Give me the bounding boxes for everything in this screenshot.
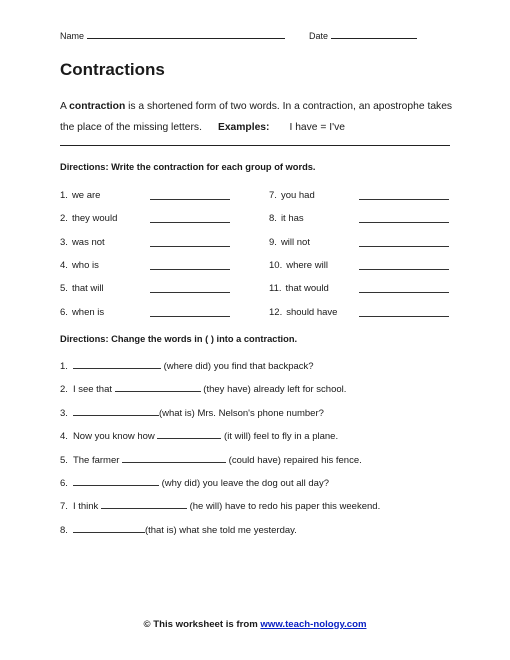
answer-blank[interactable]	[150, 199, 230, 200]
sentence-number: 3.	[60, 407, 68, 419]
item-words: when is	[71, 306, 105, 318]
sentence-text-before: I see that	[72, 384, 115, 396]
sentence-number: 1.	[60, 361, 68, 372]
item-words: where will	[286, 259, 328, 271]
sentence-text-after: (why did) you leave the dog out all day?	[158, 478, 329, 489]
sentence-item	[60, 359, 314, 372]
item-words: should have	[286, 306, 338, 318]
sentence-item	[60, 406, 324, 419]
list-item	[269, 283, 329, 294]
answer-blank[interactable]	[150, 222, 230, 223]
page-title: Contractions	[60, 60, 165, 79]
item-words: you had	[280, 190, 315, 201]
footer-link[interactable]: www.teach-nology.com	[260, 619, 367, 630]
sentence-text-after: (that is) what she told me yesterday.	[144, 524, 297, 536]
item-number: 11.	[269, 283, 282, 295]
item-words: who is	[71, 259, 99, 271]
item-number: 4.	[60, 259, 68, 271]
item-number: 1.	[60, 190, 68, 201]
answer-blank[interactable]	[359, 199, 449, 200]
name-label: Name	[60, 31, 85, 41]
item-number: 8.	[269, 213, 277, 225]
answer-blank[interactable]	[115, 382, 201, 392]
list-item	[269, 213, 304, 224]
item-number: 12.	[269, 306, 283, 318]
directions-section-1: Directions: Write the contraction for each group of words.	[60, 162, 316, 172]
item-words: was not	[71, 236, 105, 248]
example-text: I have = I've	[289, 122, 345, 133]
footer	[0, 619, 510, 630]
answer-blank[interactable]	[359, 316, 449, 317]
sentence-number: 8.	[60, 524, 68, 536]
answer-blank[interactable]	[150, 292, 230, 293]
sentence-number: 7.	[60, 501, 68, 513]
list-item	[60, 213, 117, 224]
answer-blank[interactable]	[73, 359, 161, 369]
item-words: it has	[280, 213, 304, 225]
sentence-text-after: (what is) Mrs. Nelson's phone number?	[158, 407, 324, 419]
sentence-text-before: The farmer	[72, 454, 123, 466]
sentence-text-after: (could have) repaired his fence.	[226, 454, 362, 466]
sentence-text-after: (where did) you find that backpack?	[160, 361, 314, 372]
footer-text: © This worksheet is from	[143, 619, 261, 630]
sentence-item	[60, 523, 297, 536]
header-row	[60, 29, 329, 41]
sentence-item	[60, 429, 338, 442]
answer-blank[interactable]	[122, 453, 226, 463]
sentence-number: 5.	[60, 454, 68, 466]
list-item	[60, 260, 99, 271]
sentence-text-after: (it will) feel to fly in a plane.	[221, 431, 339, 443]
answer-blank[interactable]	[73, 523, 145, 533]
sentence-number: 6.	[60, 478, 68, 489]
intro-paragraph	[60, 96, 460, 138]
answer-blank[interactable]	[359, 222, 449, 223]
list-item	[60, 190, 100, 201]
answer-blank[interactable]	[150, 316, 230, 317]
item-number: 7.	[269, 190, 277, 201]
sentence-item	[60, 382, 346, 395]
answer-blank[interactable]	[359, 292, 449, 293]
list-item	[60, 283, 104, 294]
list-item	[269, 260, 328, 271]
list-item	[60, 307, 104, 318]
item-words: we are	[71, 190, 101, 201]
answer-blank[interactable]	[157, 429, 221, 439]
sentence-number: 2.	[60, 384, 68, 396]
item-number: 3.	[60, 236, 68, 248]
answer-blank[interactable]	[359, 246, 449, 247]
item-number: 2.	[60, 213, 68, 225]
intro-text-start: A	[60, 101, 70, 112]
item-words: that would	[285, 283, 329, 295]
answer-blank[interactable]	[150, 269, 230, 270]
answer-blank[interactable]	[359, 269, 449, 270]
item-number: 5.	[60, 283, 68, 295]
sentence-text-before: I think	[72, 501, 101, 513]
item-number: 6.	[60, 306, 68, 318]
item-words: they would	[71, 213, 118, 225]
list-item	[269, 237, 310, 248]
sentence-item	[60, 499, 380, 512]
item-words: that will	[71, 283, 104, 295]
list-item	[269, 307, 337, 318]
examples-label: Examples:	[217, 122, 270, 133]
list-item	[269, 190, 315, 201]
answer-blank[interactable]	[73, 476, 159, 486]
list-item	[60, 237, 105, 248]
sentence-text-after: (he will) have to redo his paper this weekend.	[186, 501, 381, 513]
sentence-item	[60, 476, 329, 489]
sentence-number: 4.	[60, 431, 68, 443]
sentence-text-before: Now you know how	[72, 431, 158, 443]
name-field[interactable]	[87, 29, 285, 39]
answer-blank[interactable]	[73, 406, 159, 416]
date-field[interactable]	[331, 29, 417, 39]
date-label: Date	[309, 31, 329, 41]
sentence-item	[60, 453, 362, 466]
directions-section-2: Directions: Change the words in ( ) into a contraction.	[60, 334, 298, 344]
answer-blank[interactable]	[150, 246, 230, 247]
answer-blank[interactable]	[101, 499, 187, 509]
intro-text-rest: is a shortened form of two words. In a contraction, an apostrophe takes the place of the missing letters.	[60, 101, 453, 133]
item-number: 10.	[269, 259, 283, 271]
item-number: 9.	[269, 236, 277, 248]
sentence-text-after: (they have) already left for school.	[200, 384, 347, 396]
section-divider	[60, 145, 450, 146]
item-words: will not	[280, 236, 310, 248]
intro-bold-word: contraction	[69, 101, 126, 112]
